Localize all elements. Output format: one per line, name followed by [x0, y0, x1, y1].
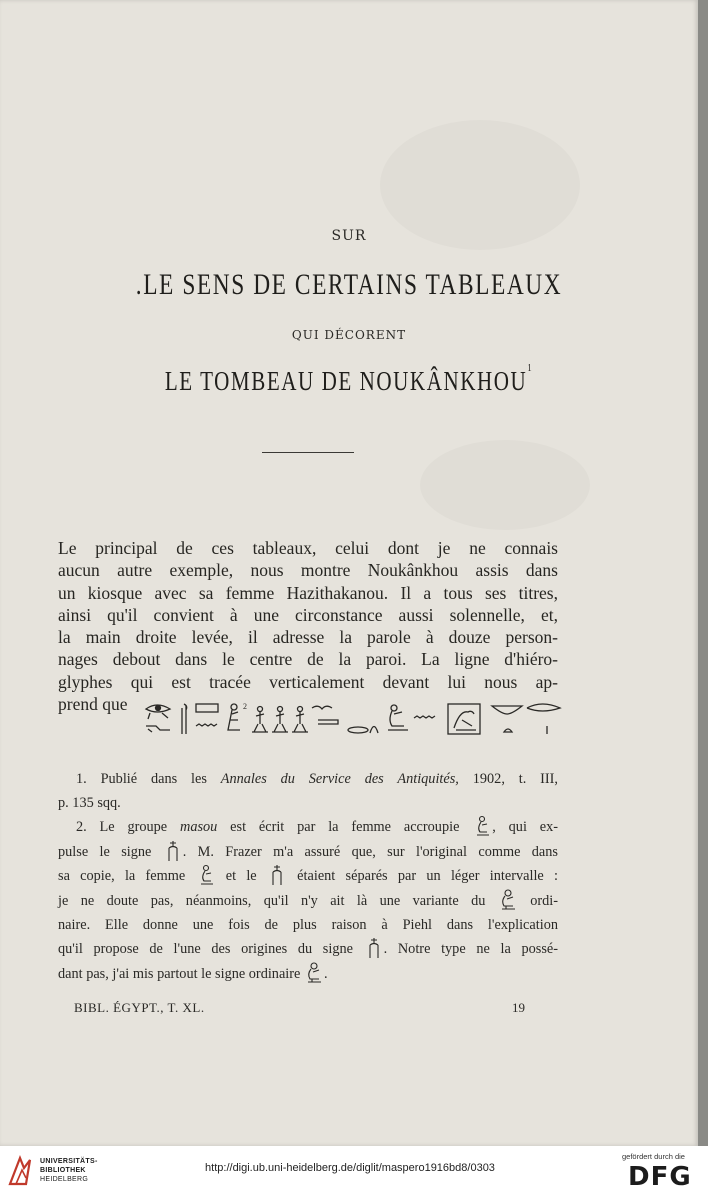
- footnote-2-line: [58, 815, 558, 840]
- hiero-footnote-marker: 2: [243, 702, 247, 711]
- body-paragraph: [58, 537, 558, 715]
- uni-name-line: UNIVERSITÄTS-: [40, 1158, 98, 1165]
- page-number: 19: [512, 1000, 525, 1015]
- note-text: , qui ex-: [492, 819, 559, 836]
- crouching-woman-icon: [472, 815, 492, 837]
- funding-caption: gefördert durch die: [622, 1152, 685, 1161]
- footnote-1-line: [58, 768, 558, 792]
- heading-sur: SUR: [331, 228, 367, 244]
- uni-name-line: BIBLIOTHEK: [40, 1167, 86, 1174]
- note-text: est écrit par la femme accroupie: [217, 819, 473, 836]
- note-text: étaient séparés par un léger intervalle :: [286, 868, 558, 885]
- note-text: et le: [215, 868, 267, 885]
- birth-sign-icon: [163, 840, 183, 862]
- seated-woman-icon: [498, 889, 518, 911]
- university-library-name[interactable]: [40, 1157, 98, 1184]
- paper-stain: [420, 440, 590, 530]
- footnote-2-line: [58, 864, 558, 889]
- running-footer: BIBL. ÉGYPT., T. XL.: [74, 1000, 205, 1015]
- body-line: un kiosque avec sa femme Hazithakanou. Il a tous ses titres,: [58, 582, 558, 603]
- note-text: 2. Le groupe: [76, 819, 180, 836]
- footnotes: [58, 768, 558, 986]
- dfg-logo[interactable]: DFG: [628, 1162, 692, 1192]
- seated-woman-icon: [304, 962, 324, 984]
- note-text: sa copie, la femme: [58, 868, 196, 885]
- note-text: 1. Publié dans les: [76, 771, 221, 787]
- footnote-2-line: [58, 962, 558, 987]
- note-text: pulse le signe: [58, 843, 163, 860]
- birth-sign-icon: [267, 864, 287, 886]
- footnote-2-line: [58, 840, 558, 865]
- note-text: 1902, t. III,: [458, 771, 558, 787]
- body-line-last: prend que: [58, 694, 128, 715]
- footnote-2-line: naire. Elle donne une fois de plus raison à Piehl dans l'explication: [58, 916, 558, 933]
- article-title-second: [77, 362, 621, 397]
- note-text: ordi-: [517, 892, 559, 909]
- note-text: . M. Frazer m'a assuré que, sur l'original comme dans: [182, 843, 558, 860]
- body-line: glyphes qui est tracée verticalement devant lui nous ap-: [58, 671, 558, 692]
- body-line: Le principal de ces tableaux, celui dont je ne connais: [58, 538, 558, 558]
- footnote-2-line: [58, 889, 558, 914]
- body-line: aucun autre exemple, nous montre Noukânkhou assis dans: [58, 560, 558, 581]
- viewer-bottom-bar: [0, 1146, 708, 1198]
- body-line: nages debout dans le centre de la paroi. La ligne d'hiéro-: [58, 649, 558, 670]
- note-text: je ne doute pas, néanmoins, qu'il n'y ait là une variante du: [58, 892, 498, 909]
- note-text: . Notre type ne la possé-: [383, 941, 558, 958]
- separator-rule: [262, 452, 354, 453]
- note-text: qu'il propose de l'une des origines du signe: [58, 941, 364, 958]
- article-title: .LE SENS DE CERTAINS TABLEAUX: [135, 268, 563, 301]
- title-footnote-marker: 1: [527, 362, 534, 374]
- university-library-logo-icon[interactable]: [6, 1154, 36, 1188]
- title-second-text: LE TOMBEAU DE NOUKÂNKHOU: [164, 366, 528, 396]
- hieroglyph-row-icon: [142, 700, 567, 740]
- note-italic: masou: [180, 819, 218, 836]
- note-italic: Annales du Service des Antiquités,: [220, 771, 459, 787]
- note-text: dant pas, j'ai mis partout le signe ordinaire: [58, 965, 304, 982]
- body-line: ainsi qu'il convient à une circonstance aussi solennelle, et,: [58, 604, 558, 625]
- birth-sign-icon: [364, 937, 384, 959]
- uni-name-line: HEIDELBERG: [40, 1176, 89, 1183]
- heading-subtitle: QUI DÉCORENT: [291, 328, 407, 342]
- source-url-link[interactable]: http://digi.ub.uni-heidelberg.de/diglit/maspero1916bd8/0303: [205, 1162, 495, 1174]
- footnote-2-line: [58, 937, 558, 962]
- body-line: la main droite levée, il adresse la parole à douze person-: [58, 627, 558, 648]
- note-text: .: [323, 965, 328, 982]
- footnote-1-line: p. 135 sqq.: [58, 794, 121, 811]
- crouching-woman-icon: [196, 864, 216, 886]
- hieroglyph-inscription: [142, 700, 567, 740]
